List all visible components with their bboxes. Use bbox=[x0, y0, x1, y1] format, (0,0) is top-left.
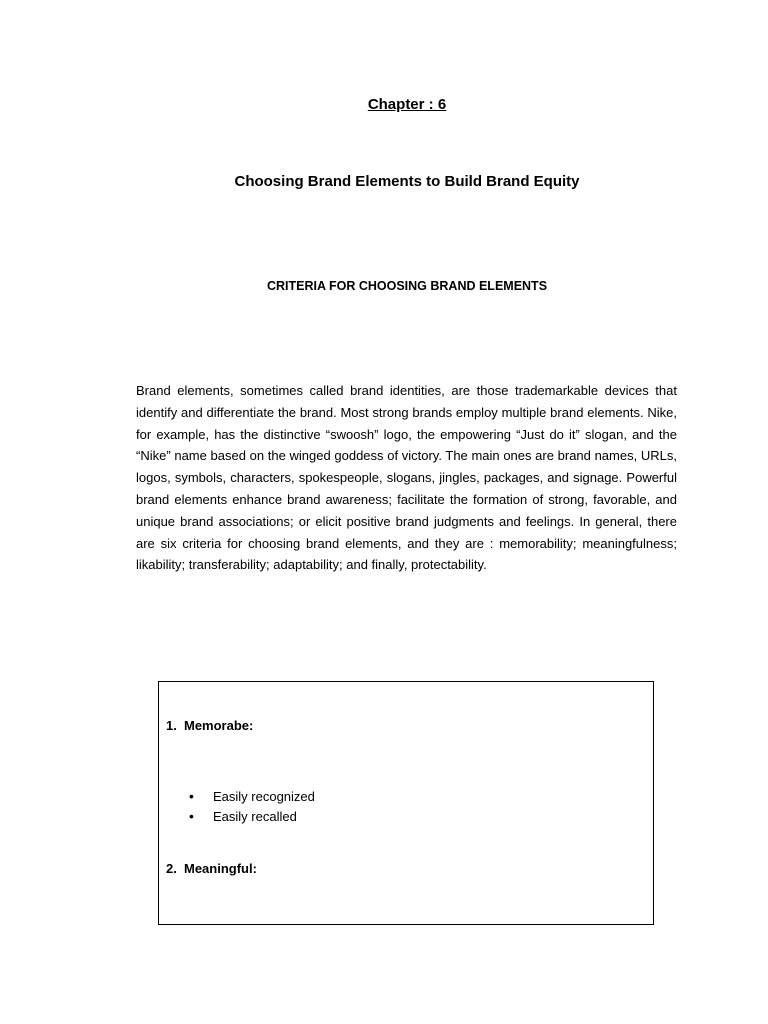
chapter-heading: Chapter : 6 bbox=[367, 96, 447, 113]
criterion-memorable bbox=[166, 718, 253, 733]
criterion-number: 1. bbox=[166, 718, 177, 733]
bullet-text: Easily recalled bbox=[213, 809, 297, 824]
criterion-label: Meaningful: bbox=[184, 861, 257, 876]
criterion-label: Memorabe: bbox=[184, 718, 254, 733]
criterion-meaningful bbox=[166, 861, 257, 876]
intro-paragraph: Brand elements, sometimes called brand identities, are those trademarkable devices that identify and differentiate the brand. Most strong brands employ multiple brand elements. Nike, for example, has the distinctive “swoosh” logo, the empowering “Just do it” slogan, and the “Nike” name based on the winged goddess of victory. The main ones are brand names, URLs, logos, symbols, characters, spokespeople, slogans, jingles, packages, and signage. Powerful brand elements enhance brand awareness; facilitate the formation of strong, favorable, and unique brand associations; or elicit positive brand judgments and feelings. In general, there are six criteria for choosing brand elements, and they are : memorability; meaningfulness; likability; transferability; adaptability; and finally, protectability. bbox=[136, 383, 677, 573]
criterion-number: 2. bbox=[166, 861, 177, 876]
criteria-box bbox=[158, 681, 654, 925]
memorable-bullet-list bbox=[189, 788, 315, 828]
bullet-text: Easily recognized bbox=[213, 789, 315, 804]
list-item bbox=[189, 788, 315, 808]
bullet-icon: • bbox=[189, 788, 194, 804]
chapter-title: Choosing Brand Elements to Build Brand Equity bbox=[234, 173, 580, 190]
list-item bbox=[189, 808, 315, 828]
bullet-icon: • bbox=[189, 808, 194, 824]
section-heading: CRITERIA FOR CHOOSING BRAND ELEMENTS bbox=[266, 279, 548, 293]
